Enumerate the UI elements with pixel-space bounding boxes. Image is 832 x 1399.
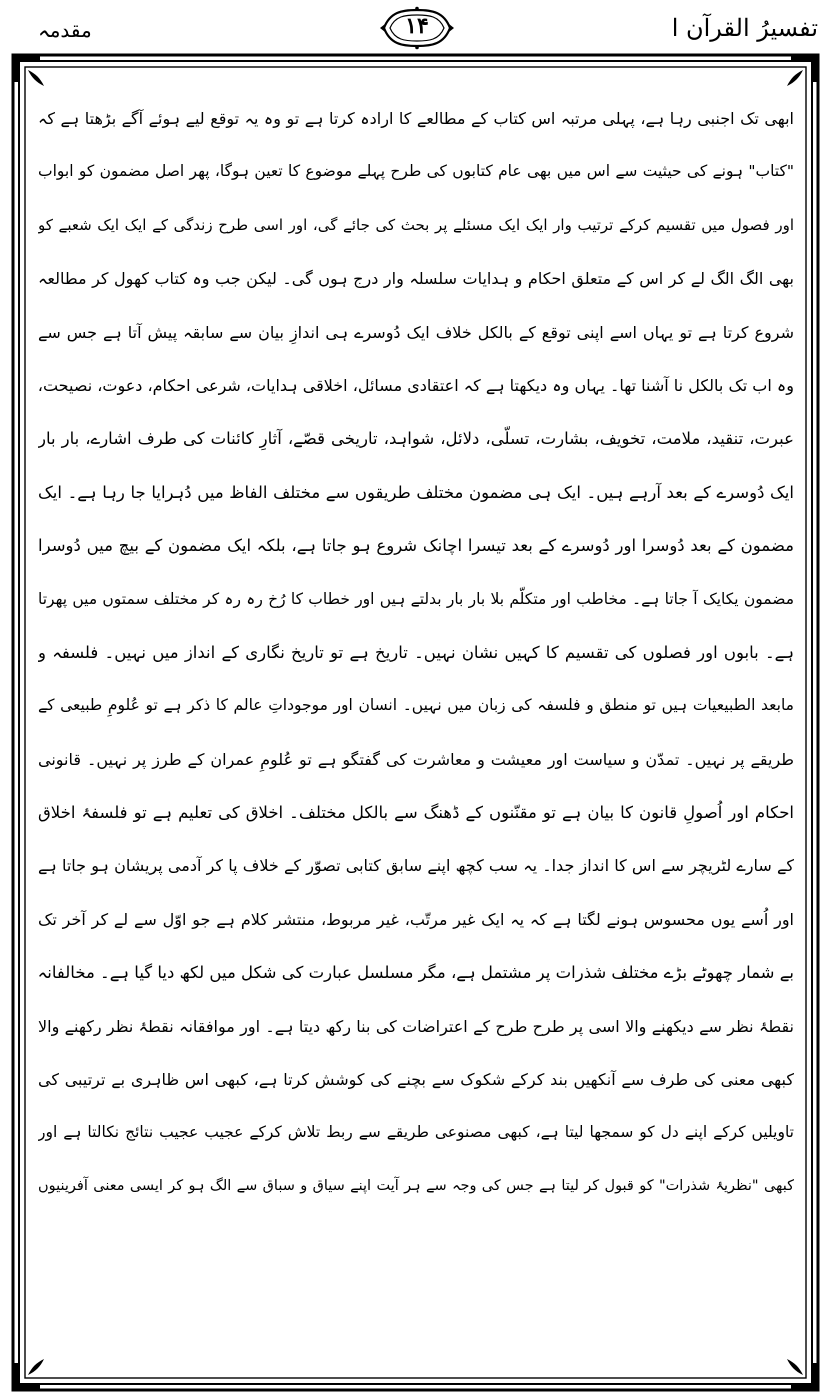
text-line: اور فصول میں تقسیم کرکے ترتیب وار ایک ایک مسئلے پر بحث کی جائے گی، اور اسی طرح زندگی کے ایک ایک شعبے کو	[38, 215, 794, 234]
text-line: عبرت، تنقید، ملامت، تخویف، بشارت، تسلّی، دلائل، شواہد، تاریخی قصّے، آثارِ کائنات کی طرف اشارے، بار بار	[38, 429, 794, 449]
text-line: مابعد الطبیعیات ہیں تو منطق و فلسفہ کی زبان میں نہیں۔ انسان اور موجوداتِ عالم کا ذکر ہے تو عُلومِ طبیعی کے	[38, 696, 794, 715]
text-line: مضمون کے بعد دُوسرا اور دُوسرے کے بعد تیسرا اچانک شروع ہو جاتا ہے، بلکہ ایک مضمون کے بیچ میں دُوسرا	[38, 536, 794, 556]
body-text	[38, 92, 794, 1374]
text-line: وہ اب تک بالکل نا آشنا تھا۔ یہاں وہ دیکھتا ہے کہ اعتقادی مسائل، اخلاقی ہدایات، شرعی احکام، دعوت، نصیحت،	[38, 375, 794, 395]
text-line: احکام اور اُصولِ قانون کا بیان ہے تو مقنّنوں کے ڈھنگ سے بالکل مختلف۔ اخلاق کی تعلیم ہے تو فلسفۂ اخلاق	[38, 803, 794, 823]
text-line: ابھی تک اجنبی رہا ہے، پہلی مرتبہ اس کتاب کے مطالعے کا ارادہ کرتا ہے تو وہ یہ توقع لیے ہوئے آگے بڑھتا ہے کہ	[38, 109, 794, 128]
section-title: مقدمہ	[38, 18, 92, 42]
text-line: بھی الگ الگ لے کر اس کے متعلق احکام و ہدایات سلسلہ وار درج ہوں گی۔ لیکن جب وہ کتاب کھول کر مطالعہ	[38, 269, 794, 289]
text-line: کبھی معنی کی طرف سے آنکھیں بند کرکے شکوک سے بچنے کی کوشش کرتا ہے، کبھی اس ظاہری بے ترتیبی کی	[38, 1070, 794, 1090]
text-line: نقطۂ نظر سے دیکھنے والا اسی پر طرح طرح کے اعتراضات کی بنا رکھ دیتا ہے۔ اور موافقانہ نقطۂ نظر رکھنے والا	[38, 1016, 794, 1036]
page-number: ۱۴	[405, 13, 429, 39]
text-line: اور اُسے یوں محسوس ہونے لگتا ہے کہ یہ ایک غیر مرتّب، غیر مربوط، منتشر کلام ہے جو اوّل سے لے کر آخر تک	[38, 909, 794, 929]
text-line: تاویلیں کرکے اپنے دل کو سمجھا لیتا ہے، کبھی مصنوعی طریقے سے ربط تلاش کرکے عجیب عجیب نتائج نکالتا ہے اور	[38, 1123, 794, 1142]
text-line: "کتاب" ہونے کی حیثیت سے اس میں بھی عام کتابوں کی طرح پہلے موضوع کا تعین ہوگا، پھر اصل مضمون کو ابواب	[38, 162, 794, 181]
text-line: کے سارے لٹریچر سے اس کا انداز جدا۔ یہ سب کچھ اپنے سابق کتابی تصوّر کے خلاف پا کر آدمی پریشان ہو جاتا ہے	[38, 856, 794, 876]
text-line: شروع کرتا ہے تو یہاں اسے اپنی توقع کے بالکل خلاف ایک دُوسرے ہی اندازِ بیان سے سابقہ پیش آتا ہے جس سے	[38, 322, 794, 342]
text-line: ہے۔ بابوں اور فصلوں کی تقسیم کا کہیں نشان نہیں۔ تاریخ ہے تو تاریخ نگاری کے انداز میں نہیں۔ فلسفہ و	[38, 642, 794, 662]
text-line: مضمون یکایک آ جاتا ہے۔ مخاطب اور متکلّم بلا بار بار بدلتے ہیں اور خطاب کا رُخ رہ رہ کر مختلف سمتوں میں پھرتا	[38, 589, 794, 608]
text-line: کبھی "نظریۂ شذرات" کو قبول کر لیتا ہے جس کی وجہ سے ہر آیت اپنے سیاق و سباق سے الگ ہو کر ایسی معنی آفرینیوں	[38, 1177, 794, 1194]
text-line: بے شمار چھوٹے بڑے مختلف شذرات پر مشتمل ہے، مگر مسلسل عبارت کی شکل میں لکھ دیا گیا ہے۔ مخالفانہ	[38, 963, 794, 983]
text-line: ایک دُوسرے کے بعد آرہے ہیں۔ ایک ہی مضمون مختلف طریقوں سے مختلف الفاظ میں دُہرایا جا رہا ہے۔ ایک	[38, 482, 794, 502]
page-frame	[10, 52, 821, 1393]
page-header	[0, 0, 832, 60]
text-line: طریقے پر نہیں۔ تمدّن و سیاست اور معیشت و معاشرت کی گفتگو ہے تو عُلومِ عمران کے طرز پر نہیں۔ قانونی	[38, 749, 794, 769]
book-title: تفسیرُ القرآن ا	[671, 14, 818, 42]
page-number-badge	[378, 6, 456, 50]
